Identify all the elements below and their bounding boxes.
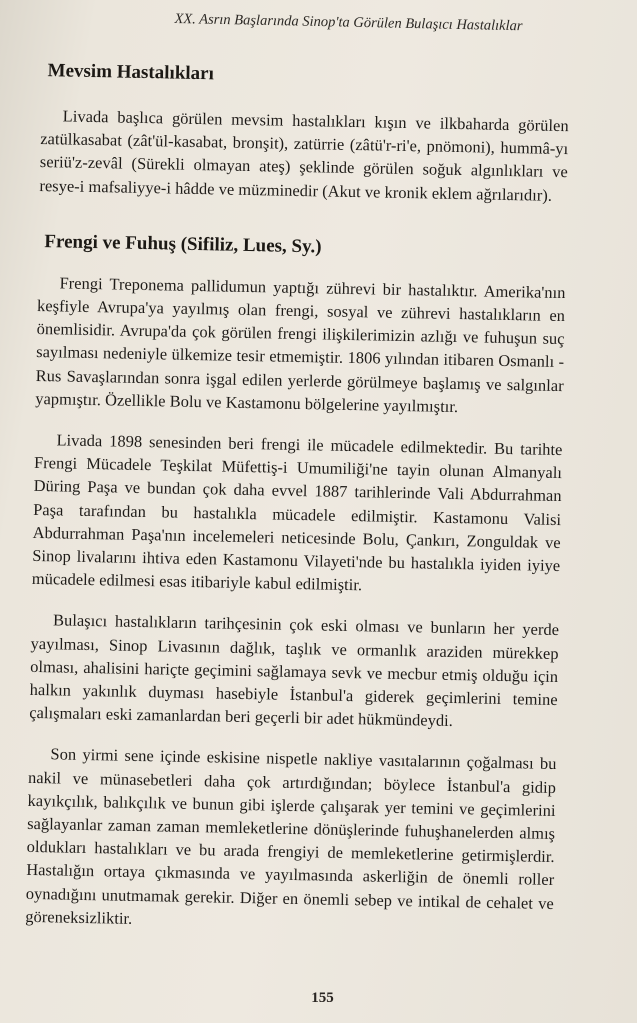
section-heading-syphilis: Frengi ve Fuhuş (Sifiliz, Lues, Sy.) xyxy=(44,230,322,258)
paragraph-syphilis-intro: Frengi Treponema pallidumun yaptığı zührevi bir hastalıktır. Amerika'nın keşfiyle Avrupa'ya yayılmış olan frengi, sosyal ve zührevi hastalıkların en önemlisidir. Avrupa'da çok görülen frengi ilişkilerimizin azlığı ve fuhuşun suç sayılması nedeniyle ülkemize tesir etmemiştir. 1806 yılından itibaren Osmanlı - Rus Savaşlarından sonra işgal edilen yerlerde görülmeye başlamış ve salgınlar yapmıştır. Özellikle Bolu ve Kastamonu bölgelerine yayılmıştır. xyxy=(35,273,566,416)
paragraph-transport-spread: Son yirmi sene içinde eskisine nispetle nakliye vasıtalarının çoğalması bu nakil ve münasebetleri daha çok artırdığından; böylece İstanbul'a gidip kayıkçılık, balıkçılık ve bunun gibi işlerde çalışarak yer temini ve geçimlerini sağlayanlar zaman zaman memleketlerine dönüşlerinde fuhuşhanelerden almış oldukları hastalıkları ve bu arada frengiyi de memleketlerine getirmişlerdir. Hastalığın ortaya çıkmasında ve yayılmasında askerliğin de önemli roller oynadığını unutmamak gerekir. Diğer en önemli sebep ve intikal de cehalet ve göreneksizliktir. xyxy=(25,744,557,928)
paragraph-syphilis-fight: Livada 1898 senesinden beri frengi ile mücadele edilmektedir. Bu tarihte Frengi Mücadele Teşkilat Müfettiş-i Umumiliği'ne tayin olunan Almanyalı Düring Paşa ve bundan çok daha evvel 1887 tarihlerinde Vali Abdurrahman Paşa tarafından bu hastalıkla mücadele edilmiştir. Kastamonu Valisi Abdurrahman Paşa'nın incelemeleri neticesinde Bolu, Çankırı, Zonguldak ve Sinop livalarını ihtiva eden Kastamonu Vilayeti'nde bu hastalıkla iyiden iyiye mücadele edilmesi esas itibariyle kabul edilmiştir. xyxy=(31,430,563,595)
page-number: 155 xyxy=(311,990,334,1006)
section-heading-seasonal-diseases: Mevsim Hastalıkları xyxy=(47,60,215,85)
running-header: XX. Asrın Başlarında Sinop'ta Görülen Bulaşıcı Hastalıklar xyxy=(174,10,523,35)
paragraph-contagion-history: Bulaşıcı hastalıkların tarihçesinin çok eski olması ve bunların her yerde yayılması, Sinop Livasının dağlık, taşlık ve ormanlık araziden mürekkep olması, ahalisini hariçte geçimini sağlamaya sevk ve mecbur etmiş olduğu için halkın yakınlık duyması hasebiyle İstanbul'a giderek geçimlerini temine çalışmaları eski zamanlardan beri geçerli bir adet hükmündeydi. xyxy=(29,610,560,731)
page-content xyxy=(25,52,570,956)
paragraph-seasonal-diseases: Livada başlıca görülen mevsim hastalıkları kışın ve ilkbaharda görülen zatülkasabat (zât'ül-kasabat, bronşit), zatürrie (zâtü'r-ri'e, pnömoni), hummâ-yı seriü'z-zevâl (Sürekli olmayan ateş) şeklinde görülen soğuk algınlıkları ve resye-i mafsaliyye-i hâdde ve müzminedir (Akut ve kronik eklem ağrılarıdır). xyxy=(39,106,569,205)
